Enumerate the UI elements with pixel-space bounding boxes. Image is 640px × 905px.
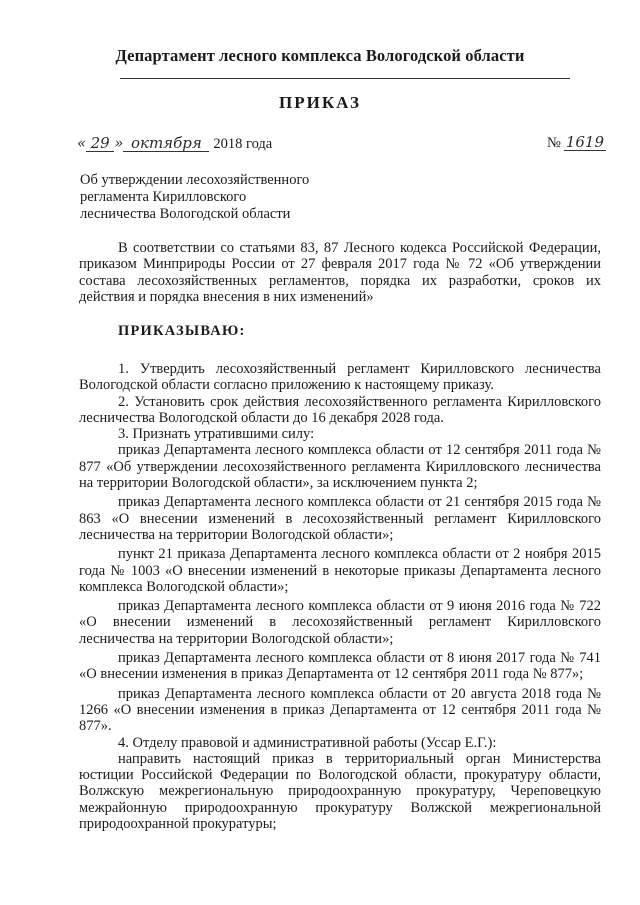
order-item-3: 3. Признать утратившими силу: (118, 426, 315, 443)
order-item-4: 4. Отделу правовой и административной работы (Уссар Е.Г.): (118, 734, 497, 751)
subject-line: Об утверждении лесохозяйственного (80, 172, 310, 188)
repealed-order: пункт 21 приказа Департамента лесного комплекса области от 2 ноября 2015 года № 1003 «О внесении изменений в некоторые приказы Департамента лесного комплекса Вологодской области»; (79, 546, 601, 595)
document-type-title: ПРИКАЗ (279, 93, 361, 112)
repealed-order: приказ Департамента лесного комплекса области от 12 сентября 2011 года № 877 «Об утверждении лесохозяйственного регламента Кирилловского лесничества на территории Вологодской области», за исключением пункта 2; (79, 442, 601, 492)
order-subject (80, 172, 380, 222)
subject-line: лесничества Вологодской области (80, 205, 291, 222)
order-items (79, 361, 601, 832)
order-number (547, 134, 606, 152)
date-month-handwritten: октября (123, 135, 209, 152)
preamble-paragraph: В соответствии со статьями 83, 87 Лесного кодекса Российской Федерации, приказом Минприроды России от 27 февраля 2017 года № 72 «Об утверждении состава лесохозяйственных регламентов, порядка их разработки, сроков их действия и порядка внесения в них изменений» (79, 240, 601, 305)
order-directive: ПРИКАЗЫВАЮ: (118, 323, 246, 339)
order-date (77, 134, 272, 153)
number-sign: № (547, 135, 561, 151)
organization-title: Департамент лесного комплекса Вологодской области (115, 46, 525, 65)
header-divider (120, 78, 570, 79)
repealed-order: приказ Департамента лесного комплекса области от 8 июня 2017 года № 741 «О внесении изменения в приказ Департамента от 12 сентября 2011 года № 877»; (79, 650, 601, 683)
subject-line: регламента Кирилловского (80, 188, 247, 205)
repealed-order: приказ Департамента лесного комплекса области от 21 сентября 2015 года № 863 «О внесении изменений в лесохозяйственный регламент Кирилловского лесничества на территории Вологодской области»; (79, 494, 601, 543)
date-day-handwritten: 29 (86, 135, 114, 152)
repealed-order: приказ Департамента лесного комплекса области от 20 августа 2018 года № 1266 «О внесении изменения в приказ Департамента от 12 сентября 2011 года № 877». (79, 685, 601, 735)
date-open-quote: « (77, 134, 87, 152)
order-item-1: 1. Утвердить лесохозяйственный регламент Кирилловского лесничества Вологодской области согласно приложению к настоящему приказу. (79, 361, 601, 394)
preamble (79, 240, 601, 305)
order-number-handwritten: 1619 (565, 133, 605, 151)
order-item-2: 2. Установить срок действия лесохозяйственного регламента Кирилловского лесничества Вологодской области до 16 декабря 2028 года. (79, 393, 601, 426)
date-year: 2018 года (213, 136, 273, 152)
repealed-order: приказ Департамента лесного комплекса области от 9 июня 2016 года № 722 «О внесении изменений в лесохозяйственный регламент Кирилловского лесничества на территории Вологодской области»; (79, 598, 601, 647)
date-close-quote: » (114, 134, 124, 152)
order-item-4-task: направить настоящий приказ в территориальный орган Министерства юстиции Российской Федерации по Вологодской области, прокуратуру области, Волжскую межрегиональную природоохранную прокуратуру, Череповецкую межрайонную природоохранную прокуратуру Волжской межрегиональной природоохранной прокуратуры; (79, 750, 601, 833)
